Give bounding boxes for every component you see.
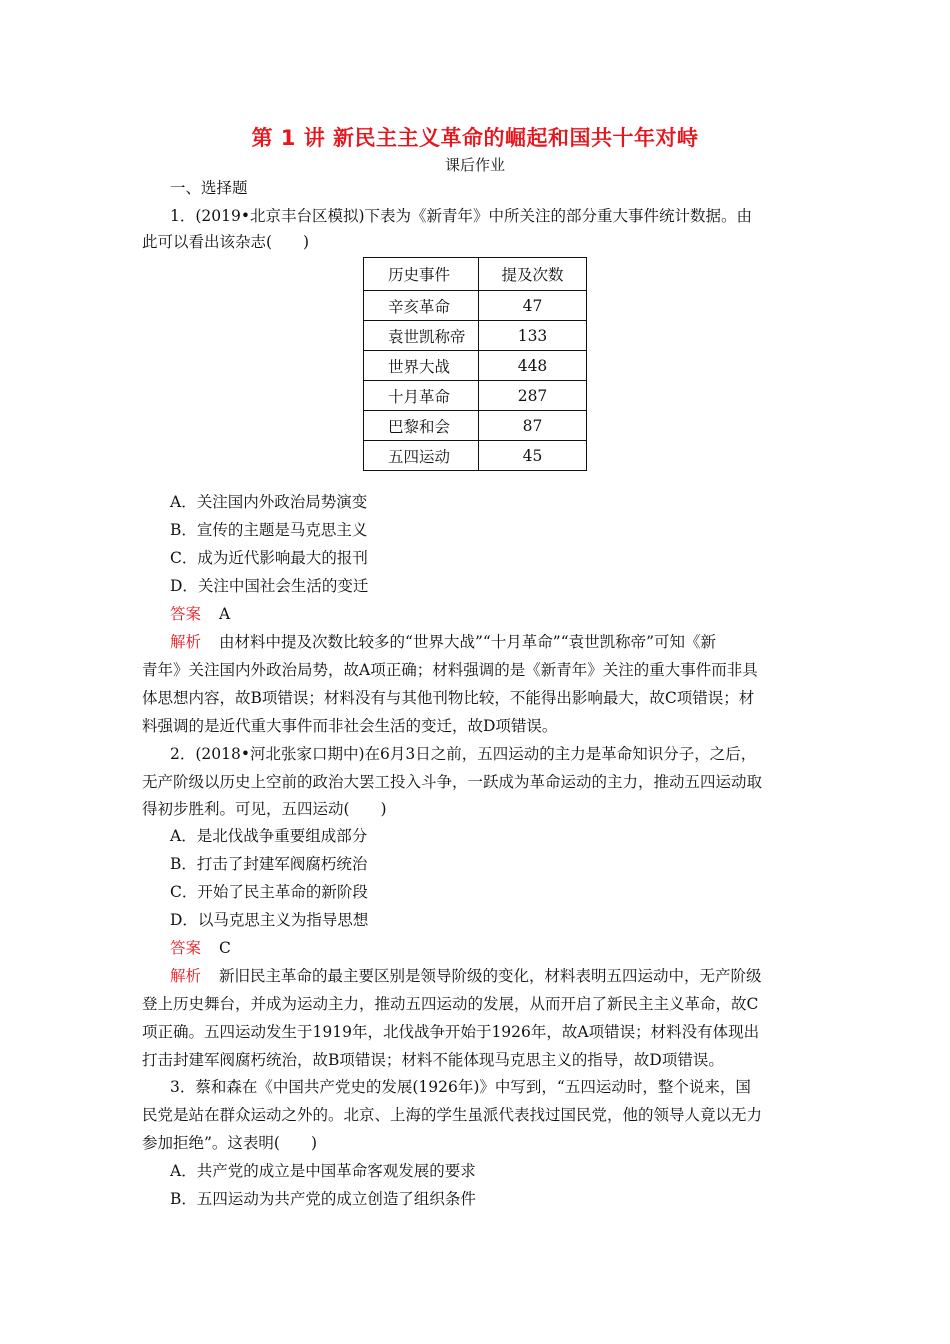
table-header-cell: 提及次数 bbox=[479, 258, 587, 291]
table-cell-event: 世界大战 bbox=[364, 351, 479, 381]
q2-analysis-line-3: 项正确。五四运动发生于1919年，北伐战争开始于1926年，故A项错误；材料没有体现出 bbox=[142, 1023, 760, 1041]
q1-option-a: A．关注国内外政治局势演变 bbox=[170, 493, 368, 511]
q2-option-c: C．开始了民主革命的新阶段 bbox=[170, 883, 368, 901]
q1-option-c: C．成为近代影响最大的报刊 bbox=[170, 549, 368, 567]
q3-stem-line-3: 参加拒绝”。这表明( ) bbox=[142, 1134, 318, 1152]
q2-stem-line-2: 无产阶级以历史上空前的政治大罢工投入斗争，一跃成为革命运动的主力，推动五四运动取 bbox=[142, 773, 763, 791]
table-row bbox=[364, 441, 587, 471]
q2-option-d: D．以马克思主义为指导思想 bbox=[170, 911, 369, 929]
q2-option-a: A．是北伐战争重要组成部分 bbox=[170, 827, 368, 845]
table-cell-event: 巴黎和会 bbox=[364, 411, 479, 441]
table-cell-event: 五四运动 bbox=[364, 441, 479, 471]
q2-analysis-line-1 bbox=[170, 964, 812, 986]
q3-stem-line-2: 民党是站在群众运动之外的。北京、上海的学生虽派代表找过国民党，他的领导人竟以无力 bbox=[142, 1106, 763, 1124]
table-cell-count: 87 bbox=[479, 411, 587, 441]
page-subtitle: 课后作业 bbox=[444, 156, 505, 174]
page-title: 第 1 讲 新民主主义革命的崛起和国共十年对峙 bbox=[251, 126, 699, 150]
analysis-label: 解析 bbox=[170, 633, 202, 651]
q3-option-a: A．共产党的成立是中国革命客观发展的要求 bbox=[170, 1162, 476, 1180]
analysis-text: 由材料中提及次数比较多的“世界大战”“十月革命”“袁世凯称帝”可知《新 bbox=[219, 633, 717, 651]
q3-option-b: B．五四运动为共产党的成立创造了组织条件 bbox=[170, 1190, 476, 1208]
table-cell-event: 袁世凯称帝 bbox=[364, 321, 479, 351]
analysis-label: 解析 bbox=[170, 967, 202, 985]
q1-option-b: B．宣传的主题是马克思主义 bbox=[170, 521, 368, 539]
table-header-row bbox=[364, 258, 587, 291]
table-cell-count: 47 bbox=[479, 291, 587, 321]
analysis-text: 新旧民主革命的最主要区别是领导阶级的变化，材料表明五四运动中，无产阶级 bbox=[219, 967, 762, 985]
table-row bbox=[364, 351, 587, 381]
q2-analysis-line-4: 打击封建军阀腐朽统治，故B项错误；材料不能体现马克思主义的指导，故D项错误。 bbox=[142, 1051, 724, 1069]
q1-answer-line bbox=[170, 602, 812, 624]
q2-stem-line-3: 得初步胜利。可见，五四运动( ) bbox=[142, 800, 387, 818]
q3-stem-line-1: 3．蔡和森在《中国共产党史的发展(1926年)》中写到，“五四运动时，整个说来，国 bbox=[170, 1078, 751, 1096]
table-cell-count: 45 bbox=[479, 441, 587, 471]
q1-analysis-line-3: 体思想内容，故B项错误；材料没有与其他刊物比较，不能得出影响最大，故C项错误；材 bbox=[142, 689, 755, 707]
q2-analysis-line-2: 登上历史舞台，并成为运动主力，推动五四运动的发展，从而开启了新民主主义革命，故C bbox=[142, 995, 759, 1013]
q1-statistics-table bbox=[363, 257, 587, 471]
answer-label: 答案 bbox=[170, 605, 202, 623]
q1-stem-line-2: 此可以看出该杂志( ) bbox=[142, 233, 310, 251]
table-cell-event: 十月革命 bbox=[364, 381, 479, 411]
table-row bbox=[364, 411, 587, 441]
table-row bbox=[364, 381, 587, 411]
table-cell-count: 287 bbox=[479, 381, 587, 411]
table-cell-event: 辛亥革命 bbox=[364, 291, 479, 321]
q2-stem-line-1: 2．(2018•河北张家口期中)在6月3日之前，五四运动的主力是革命知识分子，之后， bbox=[170, 745, 757, 763]
section-heading: 一、选择题 bbox=[170, 179, 248, 197]
table-header-cell: 历史事件 bbox=[364, 258, 479, 291]
q2-option-b: B．打击了封建军阀腐朽统治 bbox=[170, 855, 368, 873]
q1-analysis-line-1 bbox=[170, 630, 812, 652]
q1-analysis-line-4: 料强调的是近代重大事件而非社会生活的变迁，故D项错误。 bbox=[142, 717, 558, 735]
q2-answer-line bbox=[170, 936, 812, 958]
table-row bbox=[364, 291, 587, 321]
answer-value: C bbox=[219, 939, 231, 957]
table-cell-count: 133 bbox=[479, 321, 587, 351]
table-cell-count: 448 bbox=[479, 351, 587, 381]
answer-label: 答案 bbox=[170, 939, 202, 957]
q1-analysis-line-2: 青年》关注国内外政治局势，故A项正确；材料强调的是《新青年》关注的重大事件而非具 bbox=[142, 661, 758, 679]
table-row bbox=[364, 321, 587, 351]
answer-value: A bbox=[219, 605, 231, 623]
q1-stem-line-1: 1．(2019•北京丰台区模拟)下表为《新青年》中所关注的部分重大事件统计数据。由 bbox=[170, 207, 753, 225]
q1-option-d: D．关注中国社会生活的变迁 bbox=[170, 577, 369, 595]
